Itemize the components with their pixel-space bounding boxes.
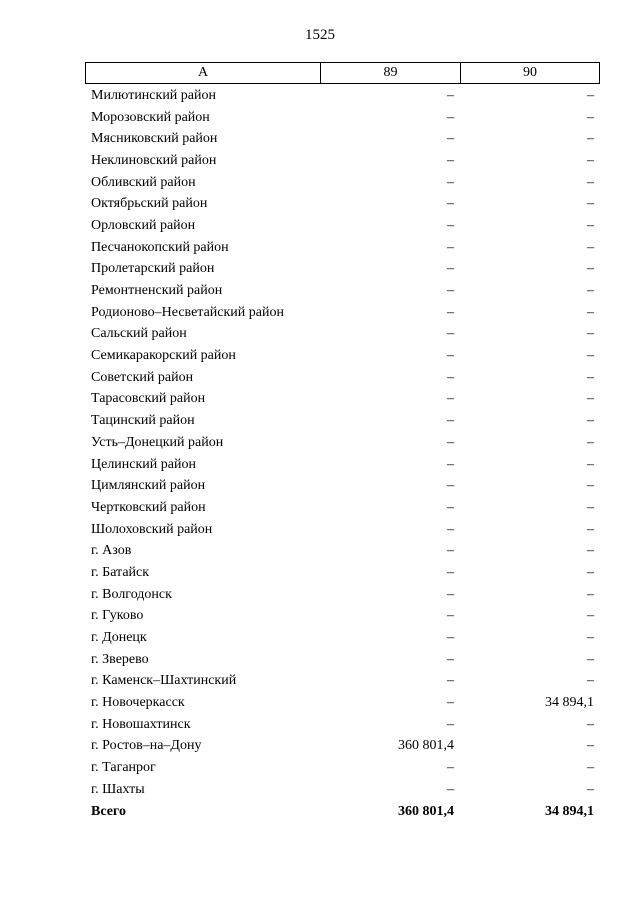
row-value-90: – [587,564,594,580]
table-row [85,367,600,389]
row-name: Мясниковский район [91,131,218,147]
row-value-89: – [447,456,454,472]
row-value-89: – [447,369,454,385]
row-value-89: – [447,673,454,689]
row-name: Родионово–Несветайский район [91,304,284,320]
row-value-89: 360 801,4 [398,803,454,819]
row-value-89: – [447,499,454,515]
table-row [85,389,600,411]
table-row [85,540,600,562]
header-col-a: А [86,63,321,83]
row-value-89: – [447,543,454,559]
row-name: г. Донецк [91,630,147,646]
row-value-90: – [587,760,594,776]
table-row [85,497,600,519]
row-value-90: – [587,521,594,537]
row-value-90: – [587,781,594,797]
row-name: г. Батайск [91,564,150,580]
row-value-89: – [447,348,454,364]
table-row [85,736,600,758]
row-value-90: – [587,673,594,689]
table-row [85,671,600,693]
table-row [85,128,600,150]
table-row [85,475,600,497]
header-col-90: 90 [523,65,537,80]
row-name: г. Ростов–на–Дону [91,738,202,754]
row-name: г. Новочеркасск [91,695,185,711]
table-row [85,562,600,584]
row-value-89: – [447,564,454,580]
row-value-90: – [587,131,594,147]
row-value-90: – [587,326,594,342]
row-value-90: – [587,651,594,667]
row-value-90: – [587,391,594,407]
row-name: г. Таганрог [91,760,156,776]
data-table [85,62,600,822]
row-value-89: – [447,283,454,299]
table-row [85,150,600,172]
row-name: Песчанокопский район [91,239,229,255]
row-value-90: – [587,109,594,125]
row-value-89: – [447,174,454,190]
row-name: Советский район [91,369,194,385]
row-name: Пролетарский район [91,261,215,277]
row-name: г. Зверево [91,651,149,667]
table-row [85,107,600,129]
row-value-89: – [447,304,454,320]
row-name: Обливский район [91,174,196,190]
row-value-90: – [587,304,594,320]
page-number: 1525 [305,27,335,43]
row-name: г. Гуково [91,608,144,624]
table-header [85,62,600,84]
row-value-89: – [447,434,454,450]
row-value-90: – [587,456,594,472]
row-value-90: – [587,239,594,255]
row-value-90: – [587,499,594,515]
row-value-89: 360 801,4 [398,738,454,754]
row-name: г. Каменск–Шахтинский [91,673,237,689]
table-row [85,779,600,801]
row-value-90: 34 894,1 [545,803,594,819]
row-value-89: – [447,586,454,602]
row-value-90: – [587,738,594,754]
row-value-89: – [447,239,454,255]
row-value-90: – [587,283,594,299]
table-body [85,84,600,822]
row-name: г. Волгодонск [91,586,172,602]
table-row [85,692,600,714]
row-value-89: – [447,326,454,342]
row-value-89: – [447,716,454,732]
row-value-89: – [447,261,454,277]
row-value-89: – [447,478,454,494]
row-name: г. Азов [91,543,132,559]
table-row [85,757,600,779]
row-name: Неклиновский район [91,152,217,168]
row-value-90: – [587,716,594,732]
table-row [85,714,600,736]
row-value-89: – [447,152,454,168]
row-value-90: – [587,478,594,494]
row-value-89: – [447,391,454,407]
row-name: Ремонтненский район [91,283,223,299]
table-row [85,280,600,302]
row-value-89: – [447,521,454,537]
table-row [85,345,600,367]
row-value-89: – [447,608,454,624]
table-row [85,237,600,259]
row-name: Морозовский район [91,109,210,125]
table-row [85,172,600,194]
row-value-89: – [447,630,454,646]
row-value-90: 34 894,1 [545,695,594,711]
row-value-89: – [447,131,454,147]
row-value-90: – [587,543,594,559]
row-value-90: – [587,174,594,190]
row-name: Тацинский район [91,413,195,429]
table-row [85,432,600,454]
row-name: Шолоховский район [91,521,213,537]
row-name: Чертковский район [91,499,206,515]
row-value-90: – [587,608,594,624]
row-name: Всего [91,803,126,819]
row-value-89: – [447,781,454,797]
row-name: г. Новошахтинск [91,716,191,732]
table-row [85,410,600,432]
table-row [85,215,600,237]
row-value-90: – [587,217,594,233]
table-row [85,259,600,281]
row-value-89: – [447,87,454,103]
row-name: Орловский район [91,217,196,233]
table-row [85,606,600,628]
row-value-89: – [447,196,454,212]
row-value-90: – [587,586,594,602]
row-value-90: – [587,87,594,103]
row-value-89: – [447,695,454,711]
row-value-89: – [447,109,454,125]
row-name: Милютинский район [91,87,217,103]
table-row [85,324,600,346]
table-row [85,302,600,324]
row-name: Цимлянский район [91,478,206,494]
row-value-90: – [587,413,594,429]
row-value-90: – [587,196,594,212]
table-row [85,454,600,476]
table-row [85,627,600,649]
row-name: Семикаракорский район [91,348,236,364]
row-value-90: – [587,434,594,450]
row-name: Усть–Донецкий район [91,434,224,450]
row-name: Октябрьский район [91,196,208,212]
table-row [85,519,600,541]
row-value-89: – [447,413,454,429]
row-value-90: – [587,348,594,364]
table-row [85,649,600,671]
table-row [85,85,600,107]
total-row [85,801,600,823]
table-row [85,193,600,215]
row-value-89: – [447,217,454,233]
table-row [85,584,600,606]
row-value-90: – [587,261,594,277]
row-name: Сальский район [91,326,187,342]
row-name: Тарасовский район [91,391,206,407]
row-value-90: – [587,630,594,646]
row-value-90: – [587,369,594,385]
row-name: г. Шахты [91,781,145,797]
header-col-89: 89 [321,63,461,83]
row-value-89: – [447,651,454,667]
row-name: Целинский район [91,456,196,472]
row-value-89: – [447,760,454,776]
row-value-90: – [587,152,594,168]
